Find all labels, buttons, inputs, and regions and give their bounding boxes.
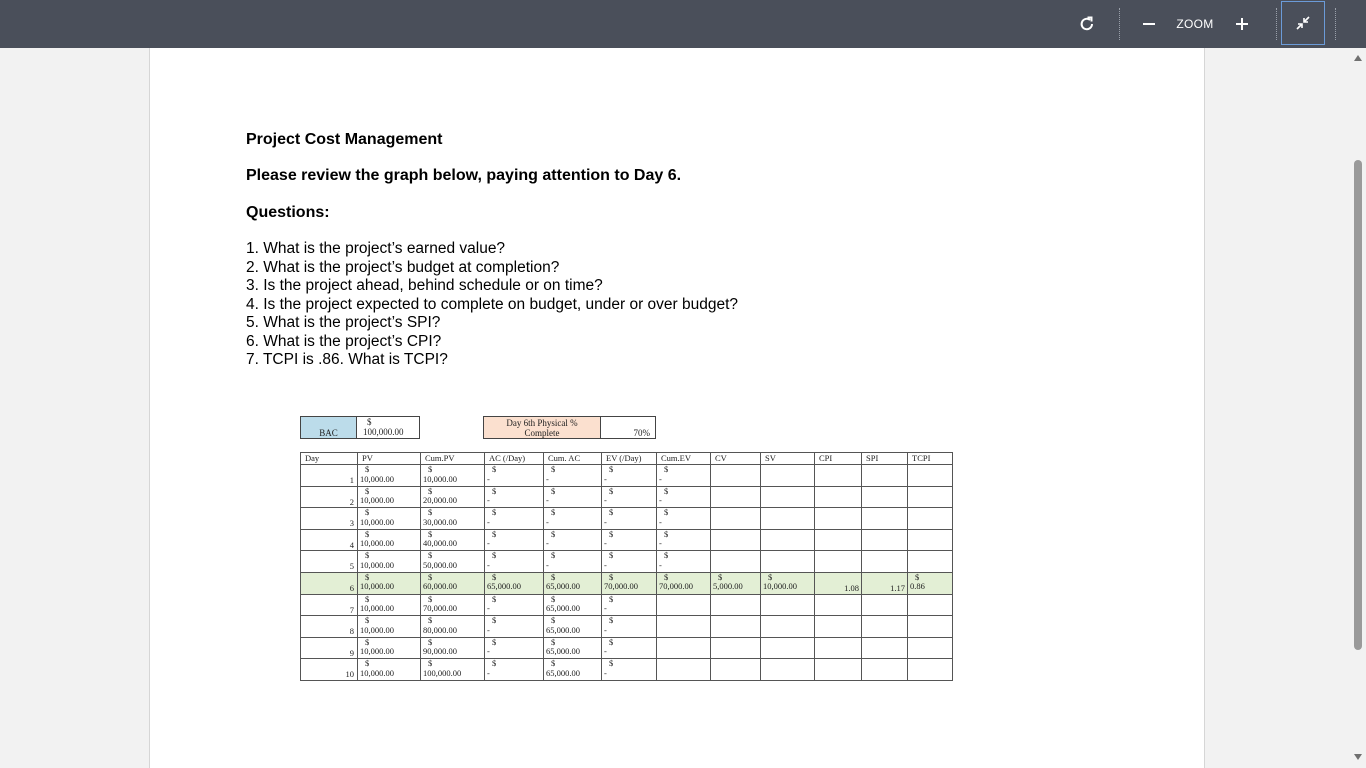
- currency-symbol: $: [609, 572, 614, 582]
- table-cell: [862, 508, 908, 530]
- table-cell: [544, 551, 602, 573]
- table-cell: [657, 616, 711, 638]
- table-cell: [602, 529, 657, 551]
- cell-value: -: [604, 495, 607, 506]
- currency-symbol: $: [551, 615, 556, 626]
- cell-value: -: [546, 538, 549, 549]
- table-cell: [544, 637, 602, 659]
- currency-symbol: $: [428, 637, 433, 647]
- cell-value: -: [487, 516, 490, 527]
- table-cell: [421, 465, 485, 487]
- table-cell: [421, 508, 485, 530]
- question-item: 2. What is the project’s budget at completion?: [246, 258, 560, 276]
- column-header: Day: [301, 453, 358, 465]
- column-header: PV: [358, 453, 421, 465]
- currency-symbol: $: [609, 507, 614, 518]
- currency-symbol: $: [365, 550, 370, 561]
- cell-value: 10,000.00: [360, 603, 394, 614]
- table-cell: [862, 465, 908, 487]
- toolbar-divider: [1119, 8, 1120, 40]
- cell-value: 10,000.00: [360, 538, 394, 549]
- currency-symbol: $: [367, 417, 372, 427]
- currency-symbol: $: [915, 572, 920, 582]
- table-row: [301, 508, 953, 530]
- scrollbar-thumb[interactable]: [1354, 160, 1362, 650]
- cell-value: 10,000.00: [360, 624, 394, 635]
- cell-value: 65,000.00: [546, 603, 580, 614]
- column-header: CPI: [815, 453, 862, 465]
- currency-symbol: $: [551, 637, 556, 647]
- currency-symbol: $: [609, 550, 614, 561]
- cell-value: -: [659, 538, 662, 549]
- table-cell: [908, 465, 953, 487]
- table-cell: [761, 594, 815, 616]
- plus-icon: [1234, 16, 1250, 32]
- table-cell: [358, 572, 421, 594]
- viewer-toolbar: [0, 0, 1366, 48]
- currency-symbol: $: [365, 486, 370, 496]
- column-header: EV (/Day): [602, 453, 657, 465]
- cell-value: 10,000.00: [360, 581, 394, 592]
- currency-symbol: $: [609, 486, 614, 496]
- table-cell: [485, 637, 544, 659]
- table-cell: [485, 572, 544, 594]
- table-cell: [761, 508, 815, 530]
- table-cell: [862, 659, 908, 681]
- cell-value: -: [546, 516, 549, 527]
- table-row: [301, 486, 953, 508]
- table-cell: [358, 529, 421, 551]
- column-header: Cum. AC: [544, 453, 602, 465]
- table-cell: [815, 486, 862, 508]
- table-cell: [862, 616, 908, 638]
- cell-value: -: [604, 516, 607, 527]
- table-cell: [657, 465, 711, 487]
- vertical-scrollbar[interactable]: [1350, 48, 1366, 768]
- table-cell: [544, 508, 602, 530]
- table-header-row: [301, 453, 953, 465]
- questions-list: [246, 240, 738, 370]
- table-cell: [815, 594, 862, 616]
- cell-value: 60,000.00: [423, 581, 457, 592]
- day-cell: 4: [301, 529, 358, 551]
- physical-complete-label: Day 6th Physical % Complete: [483, 416, 601, 439]
- scroll-down-icon[interactable]: [1354, 754, 1362, 760]
- currency-symbol: $: [664, 507, 669, 518]
- table-cell: [657, 637, 711, 659]
- table-cell: [711, 637, 761, 659]
- cell-value: -: [604, 473, 607, 484]
- currency-symbol: $: [365, 615, 370, 626]
- table-cell: [421, 659, 485, 681]
- currency-symbol: $: [664, 529, 669, 539]
- cell-value: -: [487, 559, 490, 570]
- cell-value: -: [546, 559, 549, 570]
- table-cell: [862, 637, 908, 659]
- instruction-text: Please review the graph below, paying attention to Day 6.: [246, 167, 682, 184]
- table-cell: [358, 465, 421, 487]
- cell-value: 10,000.00: [360, 516, 394, 527]
- table-cell: [421, 594, 485, 616]
- table-cell: [711, 508, 761, 530]
- currency-symbol: $: [551, 464, 556, 474]
- table-cell: [485, 659, 544, 681]
- rotate-icon: [1077, 14, 1097, 34]
- table-cell: [711, 659, 761, 681]
- cell-value: -: [604, 646, 607, 657]
- table-row: [301, 529, 953, 551]
- day-cell: 3: [301, 508, 358, 530]
- cell-value: -: [604, 624, 607, 635]
- table-cell: [908, 551, 953, 573]
- collapse-icon: [1293, 13, 1313, 33]
- cell-value: 70,000.00: [604, 581, 638, 592]
- table-cell: [485, 529, 544, 551]
- table-cell: [358, 659, 421, 681]
- table-cell: [815, 616, 862, 638]
- table-cell: [761, 551, 815, 573]
- currency-symbol: $: [551, 486, 556, 496]
- table-cell: [485, 594, 544, 616]
- cell-value: -: [604, 538, 607, 549]
- table-cell: [485, 551, 544, 573]
- day-cell: 7: [301, 594, 358, 616]
- currency-symbol: $: [428, 572, 433, 582]
- table-cell: [711, 572, 761, 594]
- cell-value: 30,000.00: [423, 516, 457, 527]
- table-cell: [761, 486, 815, 508]
- currency-symbol: $: [492, 529, 497, 539]
- table-cell: [485, 508, 544, 530]
- column-header: CV: [711, 453, 761, 465]
- table-cell: [358, 594, 421, 616]
- cell-value: -: [659, 495, 662, 506]
- table-cell: [602, 659, 657, 681]
- cell-value: -: [487, 667, 490, 678]
- currency-symbol: $: [718, 572, 723, 582]
- table-row: [301, 616, 953, 638]
- table-cell: [602, 637, 657, 659]
- currency-symbol: $: [428, 658, 433, 669]
- table-cell: [657, 594, 711, 616]
- earned-value-table: [300, 452, 953, 681]
- currency-symbol: $: [551, 529, 556, 539]
- table-cell: [485, 616, 544, 638]
- table-row: [301, 551, 953, 573]
- scroll-up-icon[interactable]: [1354, 55, 1362, 61]
- currency-symbol: $: [664, 550, 669, 561]
- question-item: 6. What is the project’s CPI?: [246, 332, 442, 350]
- table-cell: [421, 486, 485, 508]
- question-item: 3. Is the project ahead, behind schedule or on time?: [246, 277, 603, 294]
- table-cell: [602, 594, 657, 616]
- currency-symbol: $: [365, 658, 370, 669]
- cell-value: -: [659, 516, 662, 527]
- table-cell: [602, 486, 657, 508]
- table-cell: [815, 637, 862, 659]
- day-cell: 6: [301, 572, 358, 594]
- column-header: Cum.PV: [421, 453, 485, 465]
- currency-symbol: $: [428, 615, 433, 626]
- table-cell: [815, 659, 862, 681]
- table-cell: [358, 486, 421, 508]
- day-cell: 9: [301, 637, 358, 659]
- table-cell: [711, 616, 761, 638]
- table-cell: [908, 572, 953, 594]
- currency-symbol: $: [492, 507, 497, 518]
- currency-symbol: $: [609, 529, 614, 539]
- table-row: [301, 637, 953, 659]
- cell-value: 20,000.00: [423, 495, 457, 506]
- rotate-button[interactable]: [1072, 0, 1102, 48]
- table-cell: [815, 465, 862, 487]
- table-cell: [544, 486, 602, 508]
- table-cell: [815, 529, 862, 551]
- cell-value: 50,000.00: [423, 559, 457, 570]
- currency-symbol: $: [428, 594, 433, 604]
- currency-symbol: $: [609, 594, 614, 604]
- table-cell: [862, 594, 908, 616]
- table-cell: [711, 486, 761, 508]
- table-cell: [421, 529, 485, 551]
- currency-symbol: $: [492, 658, 497, 669]
- cell-value: -: [604, 603, 607, 614]
- question-item: 5. What is the project’s SPI?: [246, 314, 441, 331]
- column-header: SV: [761, 453, 815, 465]
- bac-value-cell: [356, 416, 420, 439]
- table-cell: [602, 465, 657, 487]
- cell-value: 65,000.00: [546, 624, 580, 635]
- table-cell: [421, 616, 485, 638]
- table-cell: [908, 637, 953, 659]
- day-cell: 1: [301, 465, 358, 487]
- cell-value: -: [604, 559, 607, 570]
- table-cell: [761, 616, 815, 638]
- table-cell: [711, 551, 761, 573]
- currency-symbol: $: [664, 572, 669, 582]
- table-cell: [657, 508, 711, 530]
- table-cell: [862, 551, 908, 573]
- cell-value: -: [487, 538, 490, 549]
- question-item: 4. Is the project expected to complete on budget, under or over budget?: [246, 295, 739, 313]
- table-cell: [711, 594, 761, 616]
- cell-value: 80,000.00: [423, 624, 457, 635]
- cell-value: -: [546, 473, 549, 484]
- currency-symbol: $: [365, 594, 370, 604]
- currency-symbol: $: [492, 464, 497, 474]
- questions-heading: Questions:: [246, 204, 330, 221]
- currency-symbol: $: [551, 658, 556, 669]
- bac-value: 100,000.00: [363, 427, 404, 437]
- day-cell: 2: [301, 486, 358, 508]
- currency-symbol: $: [551, 594, 556, 604]
- table-cell: [358, 551, 421, 573]
- table-cell: [908, 529, 953, 551]
- table-cell: [657, 529, 711, 551]
- table-cell: [485, 465, 544, 487]
- currency-symbol: $: [492, 572, 497, 582]
- cell-value: 10,000.00: [423, 473, 457, 484]
- currency-symbol: $: [768, 572, 773, 582]
- table-cell: [602, 508, 657, 530]
- cell-value: 10,000.00: [360, 495, 394, 506]
- zoom-out-button[interactable]: [1136, 0, 1162, 48]
- cell-value: 70,000.00: [423, 603, 457, 614]
- currency-symbol: $: [609, 637, 614, 647]
- table-cell: [544, 572, 602, 594]
- table-cell: [602, 551, 657, 573]
- currency-symbol: $: [492, 486, 497, 496]
- column-header: TCPI: [908, 453, 953, 465]
- toolbar-divider: [1335, 8, 1336, 40]
- cell-value: 5,000.00: [713, 581, 743, 592]
- question-item: 7. TCPI is .86. What is TCPI?: [246, 351, 448, 368]
- table-cell: [761, 659, 815, 681]
- table-cell: 1.17: [862, 572, 908, 594]
- cell-value: -: [487, 624, 490, 635]
- table-cell: [544, 659, 602, 681]
- cell-value: 10,000.00: [360, 646, 394, 657]
- table-cell: [602, 616, 657, 638]
- table-cell: [908, 508, 953, 530]
- table-cell: [761, 572, 815, 594]
- table-cell: [358, 508, 421, 530]
- currency-symbol: $: [492, 550, 497, 561]
- minus-icon: [1141, 16, 1157, 32]
- table-cell: [421, 572, 485, 594]
- cell-value: -: [487, 495, 490, 506]
- cell-value: 65,000.00: [546, 581, 580, 592]
- currency-symbol: $: [428, 464, 433, 474]
- cell-value: -: [546, 495, 549, 506]
- cell-value: 10,000.00: [360, 559, 394, 570]
- currency-symbol: $: [428, 529, 433, 539]
- table-cell: [761, 465, 815, 487]
- cell-value: 10,000.00: [763, 581, 797, 592]
- table-cell: [544, 616, 602, 638]
- table-cell: [602, 572, 657, 594]
- column-header: SPI: [862, 453, 908, 465]
- table-cell: [815, 508, 862, 530]
- currency-symbol: $: [609, 464, 614, 474]
- currency-symbol: $: [365, 529, 370, 539]
- currency-symbol: $: [365, 572, 370, 582]
- zoom-in-button[interactable]: [1228, 0, 1256, 48]
- table-cell: [544, 465, 602, 487]
- cell-value: -: [487, 646, 490, 657]
- cell-value: 70,000.00: [659, 581, 693, 592]
- table-cell: [421, 637, 485, 659]
- table-cell: [761, 529, 815, 551]
- table-cell: 1.08: [815, 572, 862, 594]
- table-cell: [908, 616, 953, 638]
- table-cell: [862, 486, 908, 508]
- table-cell: [358, 637, 421, 659]
- currency-symbol: $: [428, 550, 433, 561]
- toolbar-divider: [1276, 8, 1277, 40]
- table-cell: [908, 659, 953, 681]
- table-cell: [761, 637, 815, 659]
- currency-symbol: $: [492, 594, 497, 604]
- column-header: AC (/Day): [485, 453, 544, 465]
- table-cell: [908, 594, 953, 616]
- currency-symbol: $: [428, 486, 433, 496]
- column-header: Cum.EV: [657, 453, 711, 465]
- table-cell: [657, 486, 711, 508]
- zoom-label: ZOOM: [1176, 17, 1214, 31]
- collapse-button[interactable]: [1281, 1, 1325, 45]
- table-row: [301, 465, 953, 487]
- table-body: [301, 453, 953, 681]
- currency-symbol: $: [492, 615, 497, 626]
- currency-symbol: $: [551, 507, 556, 518]
- document-title: Project Cost Management: [246, 131, 443, 148]
- currency-symbol: $: [551, 550, 556, 561]
- cell-value: 90,000.00: [423, 646, 457, 657]
- cell-value: 10,000.00: [360, 473, 394, 484]
- table-cell: [544, 594, 602, 616]
- cell-value: 65,000.00: [546, 667, 580, 678]
- table-cell: [358, 616, 421, 638]
- cell-value: -: [487, 603, 490, 614]
- table-cell: [421, 551, 485, 573]
- day-cell: 5: [301, 551, 358, 573]
- table-cell: [544, 529, 602, 551]
- table-cell: [908, 486, 953, 508]
- cell-value: -: [604, 667, 607, 678]
- day-cell: 8: [301, 616, 358, 638]
- bac-label: BAC: [300, 416, 357, 439]
- cell-value: 100,000.00: [423, 667, 462, 678]
- cell-value: 65,000.00: [546, 646, 580, 657]
- table-cell: [711, 465, 761, 487]
- cell-value: -: [659, 473, 662, 484]
- table-cell: [815, 551, 862, 573]
- table-cell: [485, 486, 544, 508]
- cell-value: 10,000.00: [360, 667, 394, 678]
- currency-symbol: $: [664, 464, 669, 474]
- currency-symbol: $: [664, 486, 669, 496]
- currency-symbol: $: [365, 637, 370, 647]
- currency-symbol: $: [609, 615, 614, 626]
- cell-value: -: [487, 473, 490, 484]
- table-cell: [657, 551, 711, 573]
- cell-value: 40,000.00: [423, 538, 457, 549]
- cell-value: 0.86: [910, 581, 925, 592]
- currency-symbol: $: [551, 572, 556, 582]
- currency-symbol: $: [365, 464, 370, 474]
- table-row: [301, 594, 953, 616]
- cell-value: 65,000.00: [487, 581, 521, 592]
- table-cell: [657, 659, 711, 681]
- day-cell: 10: [301, 659, 358, 681]
- table-cell: [657, 572, 711, 594]
- table-cell: [711, 529, 761, 551]
- table-row: [301, 572, 953, 594]
- table-row: [301, 659, 953, 681]
- physical-complete-value: 70%: [600, 416, 656, 439]
- currency-symbol: $: [609, 658, 614, 669]
- cell-value: -: [659, 559, 662, 570]
- currency-symbol: $: [492, 637, 497, 647]
- currency-symbol: $: [365, 507, 370, 518]
- question-item: 1. What is the project’s earned value?: [246, 240, 506, 257]
- currency-symbol: $: [428, 507, 433, 518]
- table-cell: [862, 529, 908, 551]
